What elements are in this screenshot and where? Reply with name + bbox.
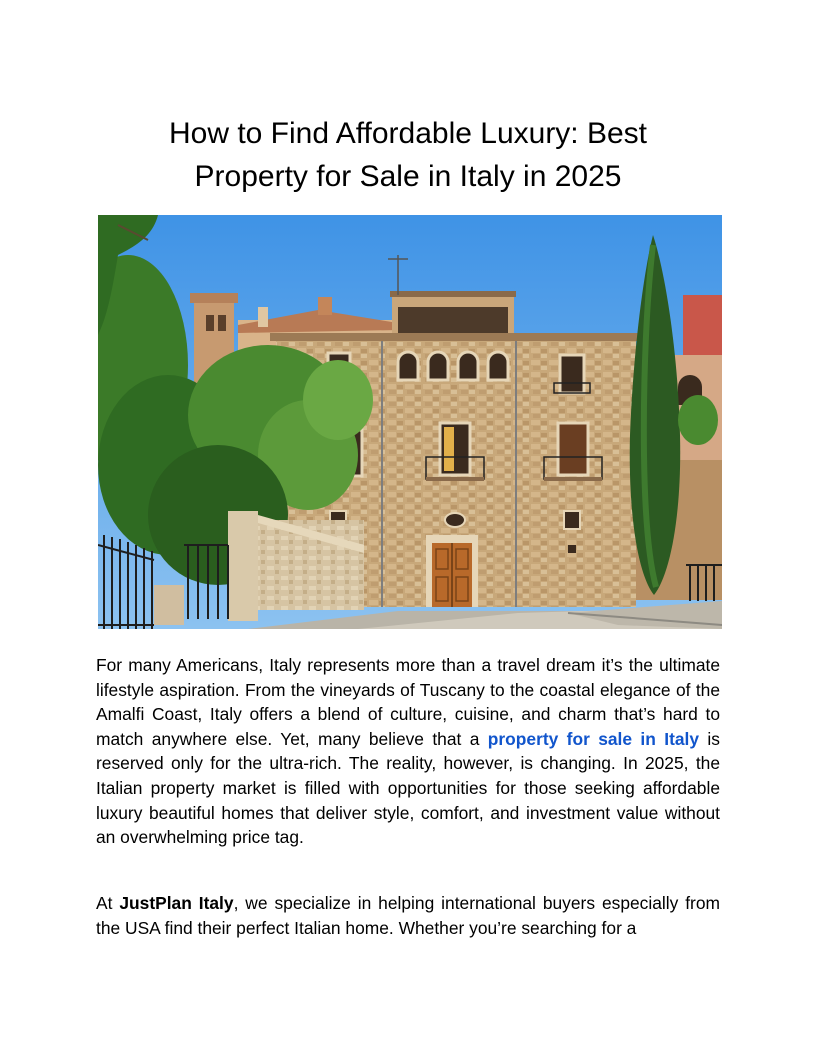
company-text-before: At: [96, 893, 120, 913]
intro-paragraph: [96, 653, 720, 850]
company-name: JustPlan Italy: [119, 893, 234, 913]
property-for-sale-link[interactable]: property for sale in Italy: [487, 728, 700, 749]
company-text-after: , we specialize in helping international buyers especially from the USA find their perfect Italian home. Whether you’re searching for a: [96, 893, 721, 938]
intro-text-before-link: For many Americans, Italy represents more than a travel dream it’s the ultimate lifestyle aspiration. From the vineyards of Tuscany to the coastal elegance of the Amalfi Coast, Italy offers a blend of culture, cuisine, and charm that’s hard to match anywhere else. Yet, many believe that a: [96, 655, 720, 749]
company-paragraph: [96, 891, 720, 940]
intro-text-after-link: is reserved only for the ultra-rich. The reality, however, is changing. In 2025, the Italian property market is filled with opportunities for those seeking affordable luxury beautiful homes that deliver style, comfort, and investment value without an overwhelming price tag.: [96, 728, 720, 848]
title-line-2: Property for Sale in Italy in 2025: [194, 160, 622, 193]
document-title: [96, 112, 720, 198]
hero-photo: [98, 215, 722, 629]
title-line-1: How to Find Affordable Luxury: Best: [168, 117, 648, 150]
